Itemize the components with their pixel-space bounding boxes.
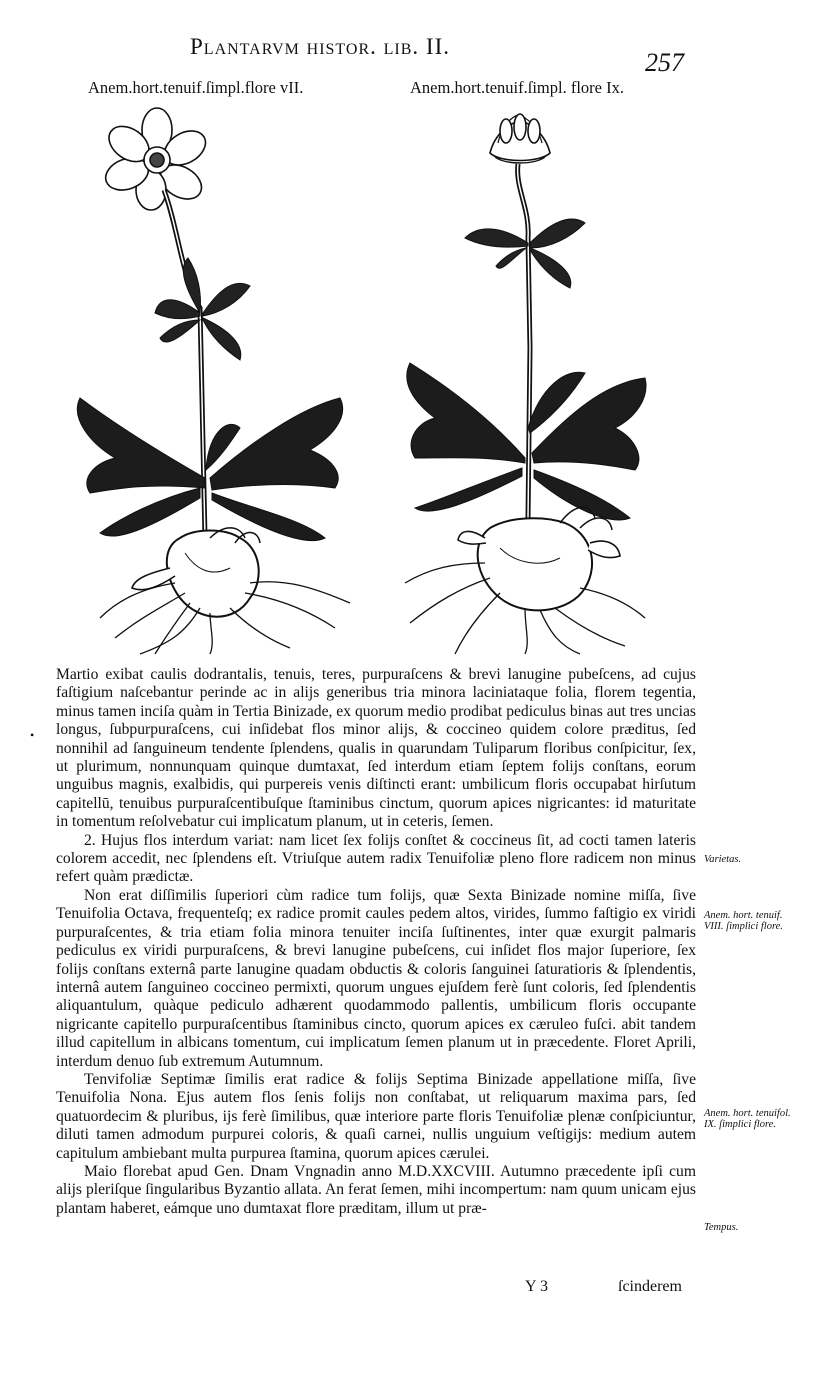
paragraph-3: Non erat diſſimilis ſuperiori cùm radice tum folijs, quæ Sexta Binizade nomine miſſa, ſive Tenuifolia Octava, frequenteſq; ex radice promit caules pedem altos, virides, ſummo faſtigio ex viridi purpuraſcentes, & tria etiam folia minora tenuiter inciſa ſuſtinentes, inter quæ exurgit palmaris pediculus ex viridi purpuraſcens, & brevi lanugine pubeſcens, cui inſidet flos major ſuperiore, ſex folijs conſtans externâ parte lanugine quadam obductis & coloris ſanguinei ſaturatioris & ſplendentis, internâ autem ſanguineo coccineo permixti, quorum ungues ejuſdem ferè ſunt coloris, ſed ſplendentis aliquantulum, quàque pediculo adhærent quodammodo pallentis, umbilicum floris occupante nigricante capitello purpuraſcentibus ſtaminibus cincto, quorum apices ex cæruleo fuſci. abit tandem illud capitellum in albicans tomentum, cui implicatum ſemen planum ut in præcedente. Floret Aprili, interdum denuo ſub extremum Autumnum. [56,886,696,1070]
paragraph-1: Martio exibat caulis dodrantalis, tenuis, teres, purpuraſcens & brevi lanugine pubeſcens, ad cujus faſtigium naſcebantur perinde ac in alijs generibus tria minora laciniataque folia, florem tegentia, minus tamen inciſa quàm in Tertia Binizade, ex quorum medio prodibat pediculus binas aut tres uncias longus, ſubpurpuraſcens, cui inſidebat flos minor alijs, & coccineo quidem colore præditus, ſed nonnihil ad ſanguineum tendente ſplendens, qualis in quarundam Tuliparum floribus conſpicitur, ſex, ut plurimum, nonnunquam quinque dumtaxat, ſed interdum etiam ſeptem folijs conſtans, eorum unguibus magnis, exalbidis, qui purpereis venis diſtincti erant: umbilicum floris occupabat hirſutum capitellū, tenuibus purpuraſcentibuſque ſtaminibus cinctum, quorum apices nigricantes: id maturitate in tomentum reſolvebatur cui implicatum planum, ut in ceteris, ſemen. [56,666,696,831]
catchword: ſcinderem [618,1278,682,1295]
margin-note-tempus: Tempus. [704,1222,739,1233]
anemone-plant-open-flower-icon [77,108,350,654]
page-number: 257 [645,48,684,77]
margin-note-anem-viii: Anem. hort. tenuif. VIII. ſimplici flore. [704,910,783,932]
margin-note-varietas: Varietas. [704,854,742,865]
margin-note-anem-ix: Anem. hort. tenuifol. IX. ſimplici flore. [704,1108,791,1130]
woodcut-plate [60,98,650,658]
paragraph-5: Maio florebat apud Gen. Dnam Vngnadin anno M.D.XXCVIII. Autumno præcedente ipſi cum alijs pleriſque ſingularibus Byzantio allata. An ferat ſemen, mihi incompertum: nam quum unicam ejus plantam haberet, eámque uno dumtaxat flore præditam, illum ut præ- [56,1162,696,1217]
margin-bullet: • [30,728,35,742]
signature-mark: Y 3 [525,1278,548,1295]
caption-left: Anem.hort.tenuif.ſimpl.flore vII. [88,78,304,97]
paragraph-4: Tenvifoliæ Septimæ ſimilis erat radice & folijs Septima Binizade appellatione miſſa, ſive Tenuifolia Nona. Ejus autem flos ſenis folijs non conſtabat, ut reliquarum maxima pars, ſed quatuordecim & pluribus, ijs ferè ſimilibus, quæ interiore parte floris Tenuifoliæ plenæ conſpiciuntur, diluti tamen admodum purpurei coloris, & quaſi carnei, nullis unguium veſtigijs: medium autem capitulum ambiebant multa purpurea ſtamina, quorum apices cærulei. [56,1070,696,1162]
anemone-plant-budding-flower-icon [405,114,646,654]
paragraph-2: 2. Hujus flos interdum variat: nam licet ſex folijs conſtet & coccineus ſit, ad cocti tamen lateris colorem accedit, nec ſplendens eſt. Vtriuſque autem radix Tenuifoliæ pleno flore radicem non minus refert quàm prædictæ. [56,831,696,886]
running-title: Plantarvm histor. lib. II. [190,34,450,59]
caption-right: Anem.hort.tenuif.ſimpl. flore Ix. [410,78,624,97]
body-text [56,666,696,1218]
